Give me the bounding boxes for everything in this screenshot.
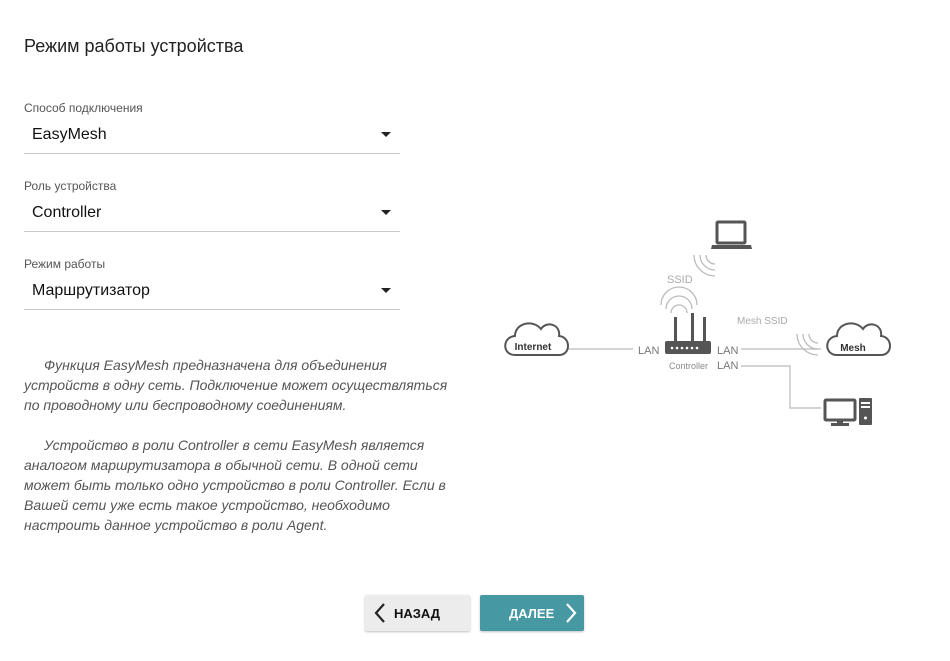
- controller-label: Controller: [669, 361, 709, 371]
- network-diagram: [495, 205, 925, 445]
- back-button[interactable]: [365, 595, 470, 631]
- page-title: Режим работы устройства: [24, 36, 244, 56]
- router-icon: [665, 313, 711, 354]
- mesh-label: Mesh: [840, 343, 866, 354]
- description-paragraph-2: Устройство в роли Controller в сети EasyMesh является аналогом маршрутизатора в обычной сети. В одной сети может быть только одно устройство в роли Controller. Если в Вашей сети уже есть такое устройство, необходимо настроить данное устройство в роли Agent.: [24, 437, 446, 533]
- chevron-down-icon: [381, 210, 391, 215]
- operation-mode-field: [24, 257, 400, 310]
- device-role-label: Роль устройства: [24, 179, 117, 193]
- chevron-down-icon: [381, 132, 391, 137]
- operation-mode-label: Режим работы: [24, 257, 106, 271]
- mesh-ssid-label: Mesh SSID: [737, 316, 788, 327]
- lan-right-label-2: LAN: [717, 360, 739, 372]
- internet-label: Internet: [514, 342, 552, 353]
- operation-mode-select[interactable]: [24, 282, 400, 310]
- device-role-select[interactable]: [24, 204, 400, 232]
- internet-cloud-icon: [505, 323, 568, 355]
- operation-mode-value: Маршрутизатор: [32, 282, 150, 299]
- lan-left-label: LAN: [638, 345, 660, 357]
- connection-method-field: [24, 101, 400, 154]
- lan-right-label-1: LAN: [717, 345, 739, 357]
- connection-method-select[interactable]: [24, 126, 400, 154]
- desktop-pc-icon: [825, 398, 872, 426]
- next-button-label: ДАЛЕЕ: [509, 606, 555, 621]
- next-button[interactable]: [480, 595, 584, 631]
- back-button-label: НАЗАД: [394, 606, 441, 621]
- mesh-cloud-icon: [827, 323, 890, 355]
- router-wifi-icon: [661, 287, 697, 313]
- device-role-value: Controller: [32, 204, 102, 221]
- mesh-wifi-icon: [797, 334, 818, 355]
- connection-method-value: EasyMesh: [32, 126, 107, 143]
- device-role-field: [24, 179, 400, 232]
- laptop-wifi-icon: [694, 255, 715, 276]
- laptop-icon: [711, 222, 752, 249]
- chevron-down-icon: [381, 288, 391, 293]
- chevron-left-icon: [373, 602, 387, 624]
- description-paragraph-1: Функция EasyMesh предназначена для объединения устройств в одну сеть. Подключение может осуществляться по проводному или беспроводному соединениям.: [24, 357, 448, 413]
- connection-method-label: Способ подключения: [24, 101, 143, 115]
- ssid-label: SSID: [667, 274, 693, 286]
- chevron-right-icon: [564, 602, 578, 624]
- description: [24, 355, 464, 535]
- pc-link-line: [741, 366, 821, 408]
